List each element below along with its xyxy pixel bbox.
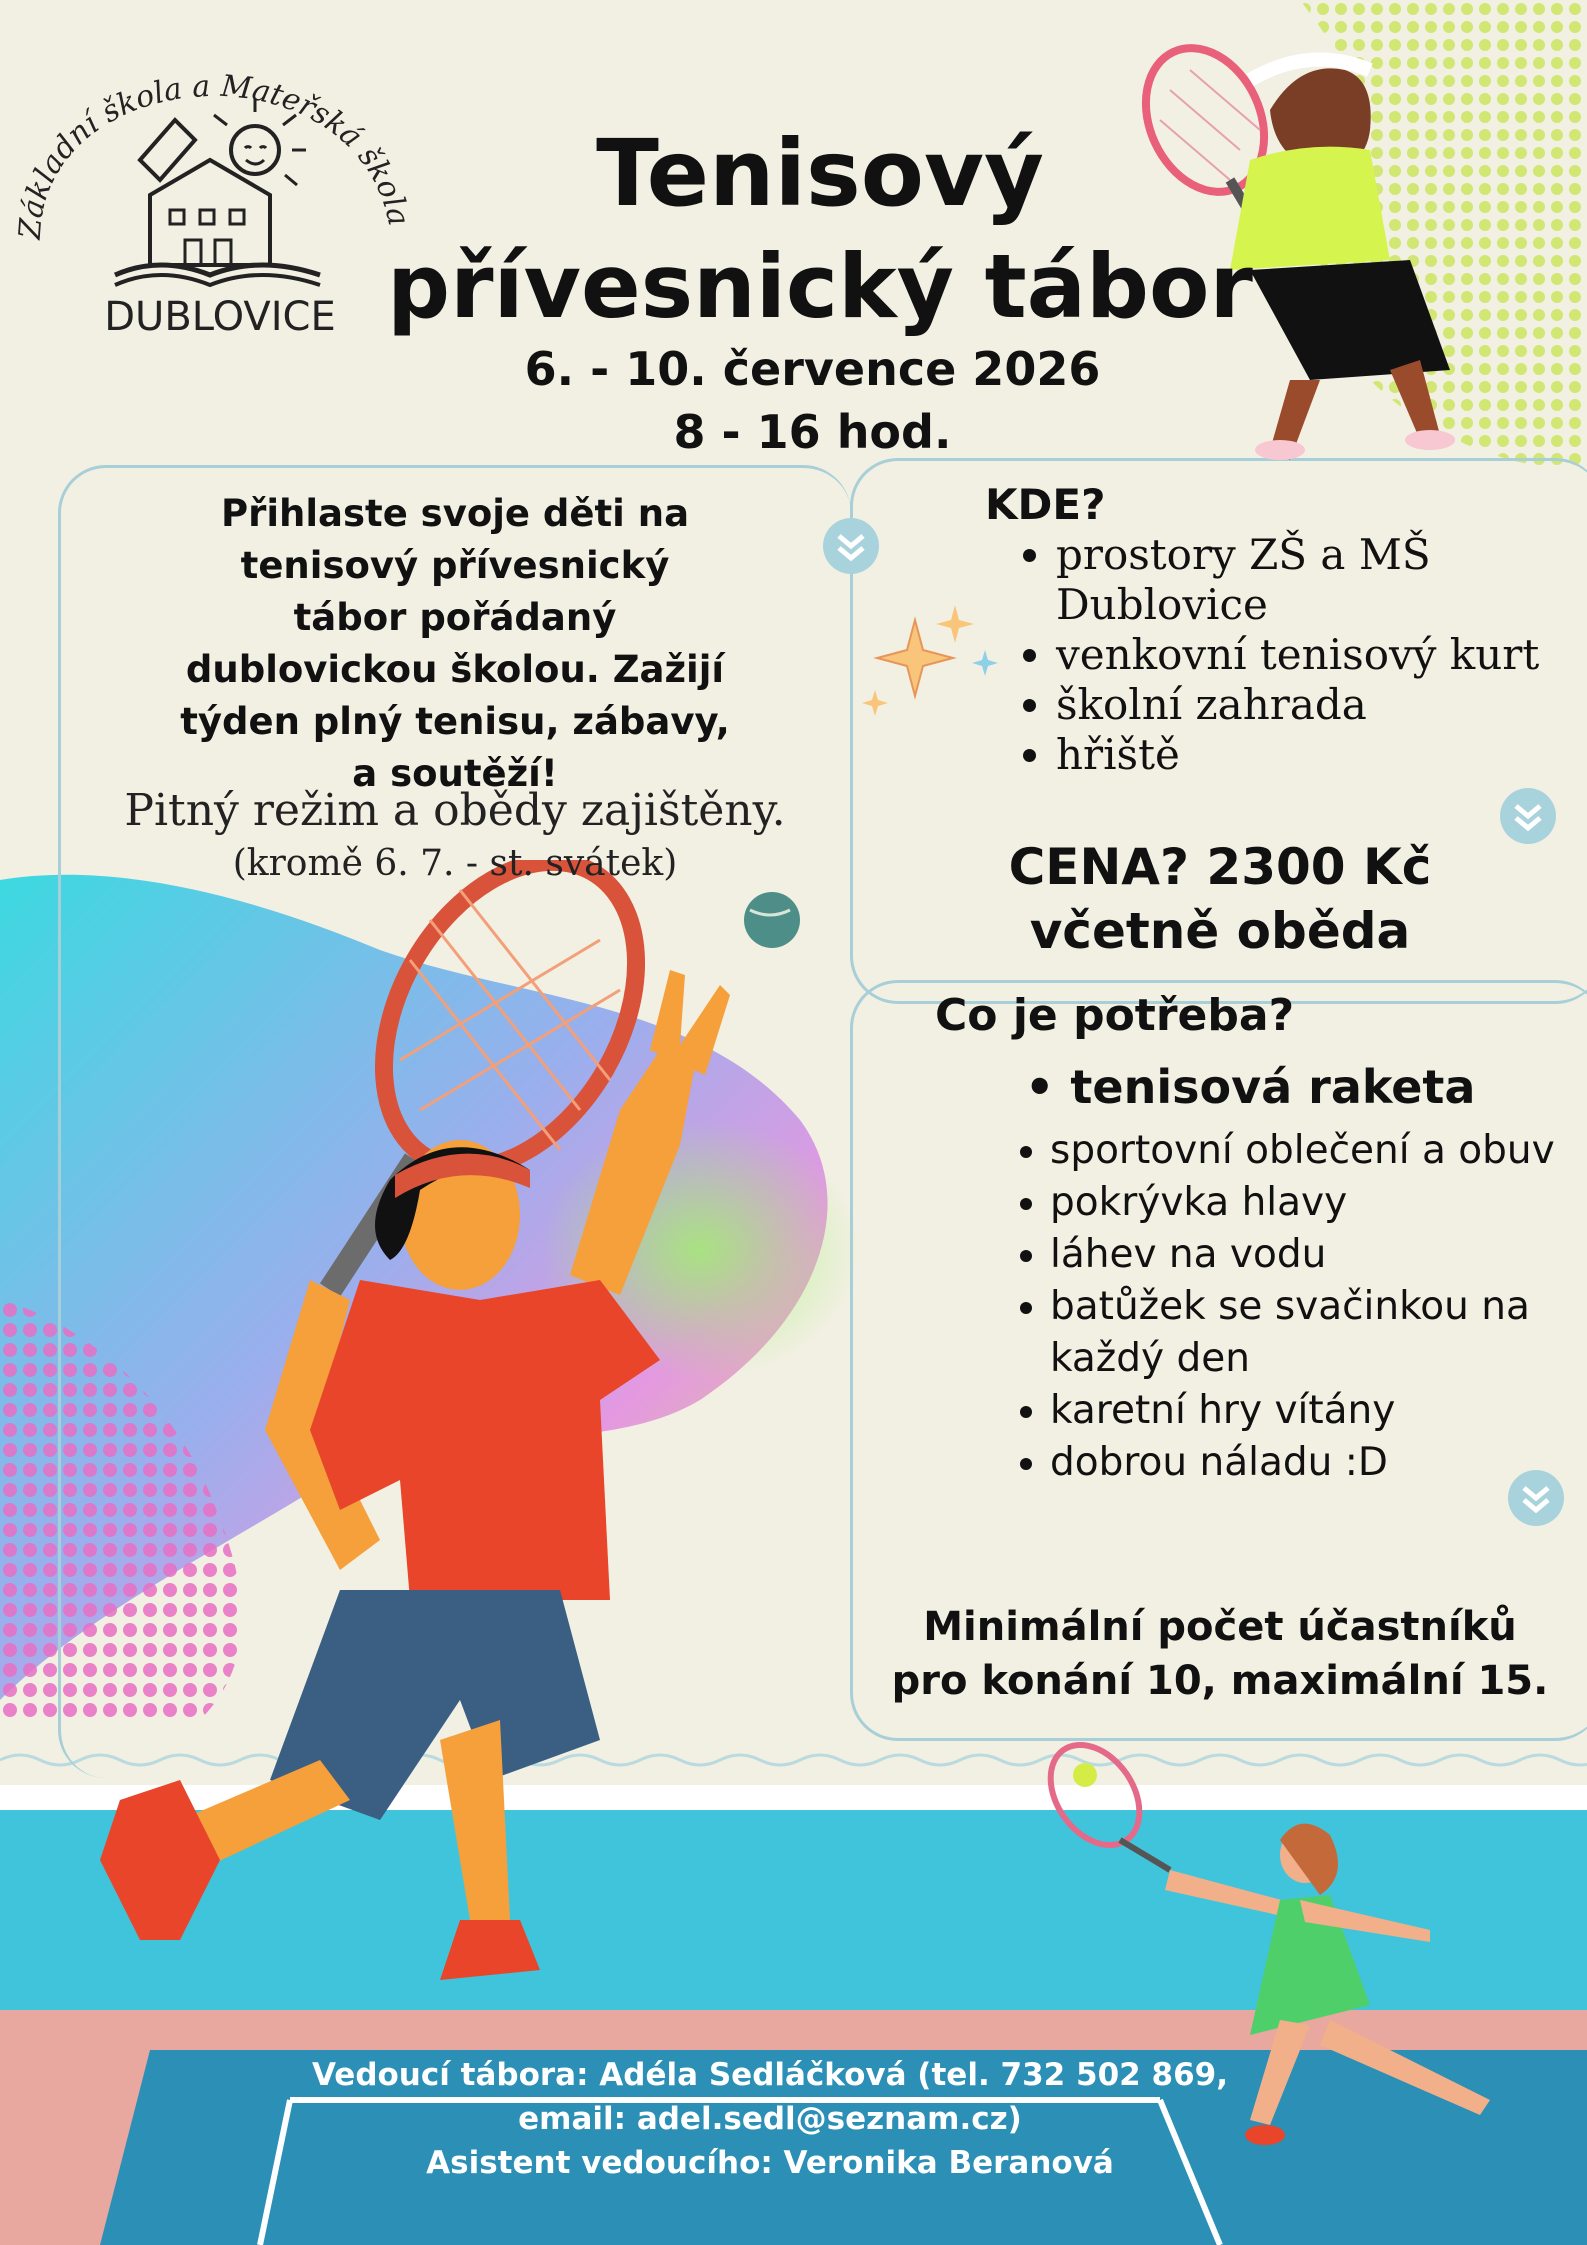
intro-line: tábor pořádaný xyxy=(293,596,617,639)
intro-line: týden plný tenisu, zábavy, xyxy=(180,700,730,743)
needs-item: • sportovní oblečení a obuv xyxy=(1050,1125,1587,1177)
needs-item: • láhev na vodu xyxy=(1050,1229,1587,1281)
needs-item: • pokrývka hlavy xyxy=(1050,1177,1587,1229)
intro-line: a soutěží! xyxy=(352,752,558,795)
tennis-player-main-illustration xyxy=(60,860,960,2160)
where-list xyxy=(1020,530,1587,780)
logo-name: DUBLOVICE xyxy=(104,294,336,340)
holiday-note: (kromě 6. 7. - st. svátek) xyxy=(232,843,678,884)
assistant-name: Asistent vedoucího: Veronika Beranová xyxy=(426,2145,1114,2181)
title-line2: přívesnický tábor xyxy=(387,235,1253,338)
participants-line: Minimální počet účastníků xyxy=(923,1604,1517,1650)
where-heading: KDE? xyxy=(985,480,1106,529)
needs-list xyxy=(1012,1125,1587,1489)
where-item: • školní zahrada xyxy=(1056,680,1587,730)
where-item: • venkovní tenisový kurt xyxy=(1056,630,1587,680)
leader-contact: Vedoucí tábora: Adéla Sedláčková (tel. 732 502 869, xyxy=(312,2057,1228,2093)
price-includes: včetně oběda xyxy=(1029,902,1411,960)
logo-arc-text: Základní škola a Mateřská škola xyxy=(12,68,417,241)
where-item: • hřiště xyxy=(1056,730,1587,780)
needs-item: • dobrou náladu :D xyxy=(1050,1437,1587,1489)
price xyxy=(860,835,1580,963)
intro-line: tenisový přívesnický xyxy=(240,544,670,587)
participants-note xyxy=(860,1600,1580,1708)
chevron-down-icon xyxy=(823,518,879,574)
leader-email: email: adel.sedl@seznam.cz) xyxy=(518,2101,1022,2137)
where-item: • prostory ZŠ a MŠ Dublovice xyxy=(1056,530,1587,630)
needs-highlight: • tenisová raketa xyxy=(1025,1060,1476,1114)
participants-line: pro konání 10, maximální 15. xyxy=(891,1658,1549,1704)
needs-heading: Co je potřeba? xyxy=(935,990,1295,1041)
needs-item: • karetní hry vítány xyxy=(1050,1385,1587,1437)
camp-hours: 8 - 16 hod. xyxy=(673,405,952,459)
price-line: CENA? 2300 Kč xyxy=(1008,838,1432,896)
sparkle-icon xyxy=(855,600,1005,730)
camp-date: 6. - 10. července 2026 xyxy=(524,342,1101,396)
tennis-ball-icon xyxy=(744,892,800,948)
intro-line: Přihlaste svoje děti na xyxy=(220,492,690,535)
meals-note: Pitný režim a obědy zajištěny. xyxy=(124,785,786,836)
intro-line: dublovickou školou. Zažijí xyxy=(185,648,725,691)
intro-text xyxy=(80,488,830,800)
title-line1: Tenisový xyxy=(596,120,1044,227)
needs-item: • batůžek se svačinkou na každý den xyxy=(1050,1281,1587,1385)
contact-footer xyxy=(230,2053,1310,2185)
